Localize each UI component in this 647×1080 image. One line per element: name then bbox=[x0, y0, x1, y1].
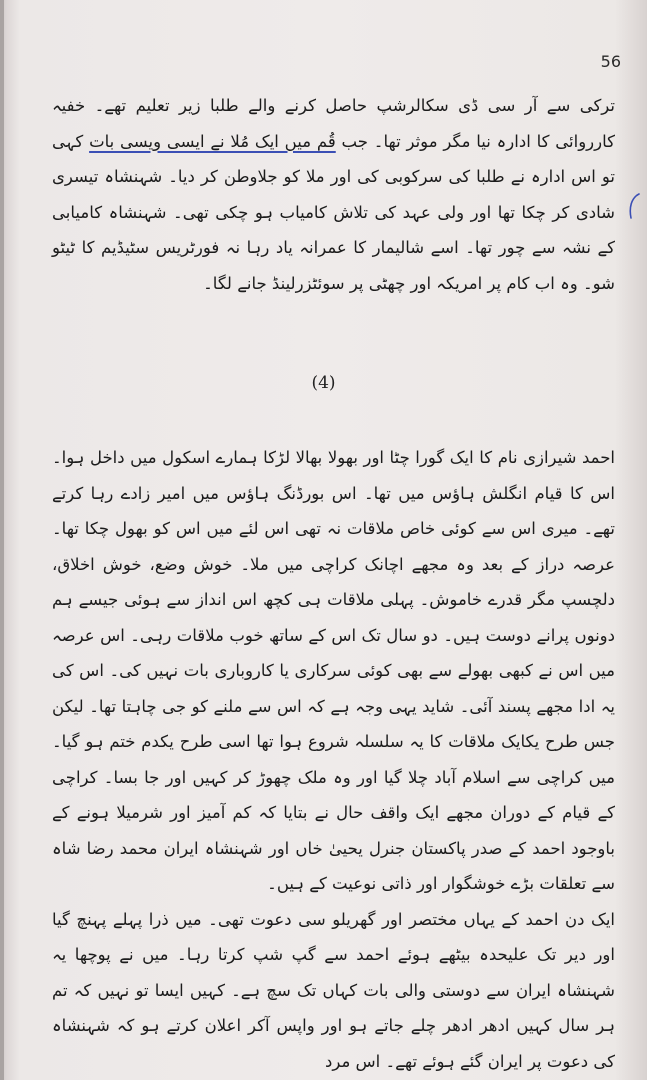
text-run: ترکی سے آر سی ڈی سکالرشپ حاصل کرنے والے طلبا زیر تعلیم تھے۔ خفیہ کارروائی کا ادارہ نیا مگر موثر تھا۔ جب bbox=[52, 96, 615, 151]
text-run: کہی تو اس ادارہ نے طلبا کی سرکوبی کی اور ملا کو جلاوطن کر دیا۔ شہنشاہ تیسری شادی کر چکا تھا اور ولی عہد کی تلاش کامیاب ہو چکی تھی۔ شہنشاہ کامیابی کے نشہ سے چور تھا۔ اسے شالیمار کا عمرانہ یاد رہا نہ فورٹریس سٹیڈیم کا ٹیٹو شو۔ وہ اب کام پر امریکہ اور چھٹی پر سوئٹزرلینڈ جانے لگا۔ bbox=[52, 131, 615, 293]
page-binding-edge bbox=[0, 0, 4, 1080]
paragraph bbox=[52, 88, 615, 301]
opening-paragraph bbox=[52, 88, 615, 301]
page-number: 56 bbox=[600, 52, 621, 71]
pen-underlined-phrase: قُم میں ایک مُلا نے ایسی ویسی بات bbox=[89, 131, 336, 151]
pen-margin-mark-icon bbox=[625, 192, 643, 222]
paragraph: ایک دن احمد کے یہاں مختصر اور گھریلو سی دعوت تھی۔ میں ذرا پہلے پہنچ گیا اور دیر تک علیحدہ بیٹھے ہوئے احمد سے گپ شپ کرتا رہا۔ میں نے پوچھا یہ شہنشاہ ایران سے دوستی والی بات کہاں تک سچ ہے۔ کہیں ایسا تو نہیں کہ تم ہر سال کہیں ادھر ادھر چلے جاتے ہو اور واپس آکر اعلان کرتے ہو کہ شہنشاہ کی دعوت پر ایران گئے ہوئے تھے۔ اس مرد bbox=[52, 909, 615, 1071]
section-body bbox=[52, 440, 615, 1079]
paragraph: احمد شیرازی نام کا ایک گورا چٹا اور بھولا بھالا لڑکا ہمارے اسکول میں داخل ہوا۔ اس کا قیام انگلش ہاؤس میں تھا۔ اس بورڈنگ ہاؤس میں امیر زادے رہا کرتے تھے۔ میری اس سے کوئی خاص ملاقات نہ تھی اس لئے میں اس کو بھول چکا تھا۔ عرصہ دراز کے بعد وہ مجھے اچانک کراچی میں ملا۔ خوش وضع، خوش اخلاق، دلچسپ مگر قدرے خاموش۔ پہلی ملاقات ہی کچھ اس انداز سے ہوئی جیسے ہم دونوں پرانے دوست ہیں۔ دو سال تک اس کے ساتھ خوب ملاقات رہی۔ اس عرصہ میں اس نے کبھی بھولے سے بھی کوئی سرکاری یا کاروباری بات نہیں کی۔ اس کی یہ ادا مجھے پسند آئی۔ شاید یہی وجہ ہے کہ اس سے ملنے کو جی چاہتا تھا۔ لیکن جس طرح یکایک ملاقات کا یہ سلسلہ شروع ہوا تھا اسی طرح یکدم ختم ہو گیا۔ میں کراچی سے اسلام آباد چلا گیا اور وہ ملک چھوڑ کر کہیں اور جا بسا۔ کراچی کے قیام کے دوران مجھے ایک واقف حال نے بتایا کہ کم آمیز اور شرمیلا ہونے کے باوجود احمد کے صدر پاکستان جنرل یحییٰ خاں اور شہنشاہ ایران محمد رضا شاہ سے تعلقات بڑے خوشگوار اور ذاتی نوعیت کے ہیں۔ bbox=[52, 448, 615, 893]
section-number: (4) bbox=[311, 373, 336, 393]
